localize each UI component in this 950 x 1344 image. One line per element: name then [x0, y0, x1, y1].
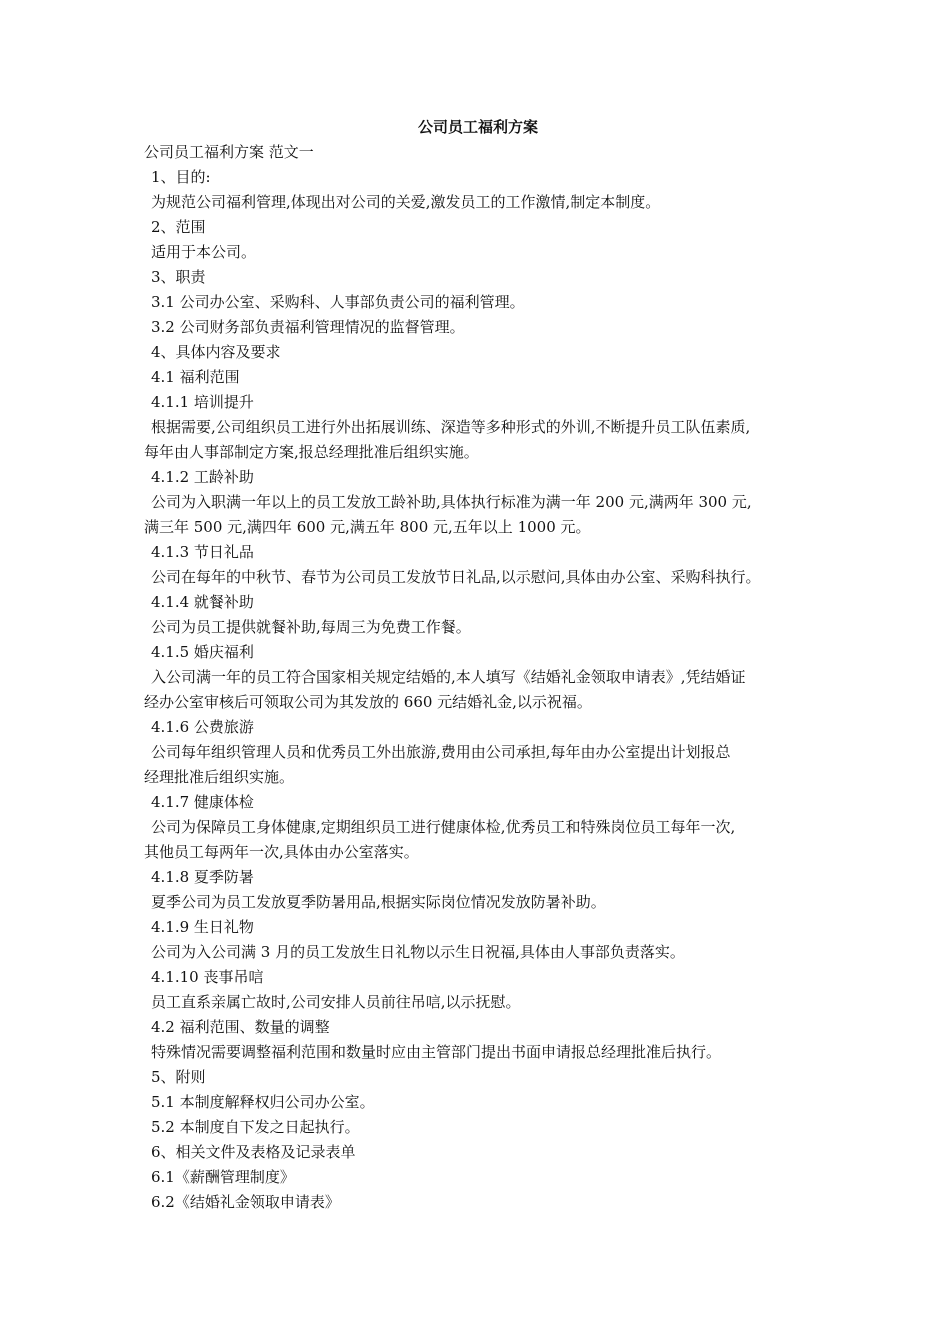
document-line: 5、附则	[151, 1068, 206, 1086]
document-line: 4.1.7 健康体检	[151, 793, 254, 811]
document-line: 6.2《结婚礼金领取申请表》	[151, 1193, 340, 1211]
document-line: 公司每年组织管理人员和优秀员工外出旅游,费用由公司承担,每年由办公室提出计划报总	[151, 743, 731, 761]
document-line: 经办公室审核后可领取公司为其发放的 660 元结婚礼金,以示祝福。	[144, 693, 592, 711]
document-line: 4.1.2 工龄补助	[151, 468, 254, 486]
document-line: 4.1 福利范围	[151, 368, 240, 386]
document-line: 5.1 本制度解释权归公司办公室。	[151, 1093, 375, 1111]
document-line: 6、相关文件及表格及记录表单	[151, 1143, 356, 1161]
document-line: 4.1.9 生日礼物	[151, 918, 254, 936]
document-body	[144, 140, 812, 1215]
document-line: 满三年 500 元,满四年 600 元,满五年 800 元,五年以上 1000 元。	[144, 518, 591, 536]
document-line: 为规范公司福利管理,体现出对公司的关爱,激发员工的工作激情,制定本制度。	[151, 193, 661, 211]
document-line: 员工直系亲属亡故时,公司安排人员前往吊唁,以示抚慰。	[151, 993, 521, 1011]
document-line: 经理批准后组织实施。	[144, 768, 295, 786]
document-line: 3、职责	[151, 268, 206, 286]
document-line: 4.1.8 夏季防暑	[151, 868, 254, 886]
document-line: 每年由人事部制定方案,报总经理批准后组织实施。	[144, 443, 479, 461]
document-line: 4.1.6 公费旅游	[151, 718, 254, 736]
document-line: 公司为入公司满 3 月的员工发放生日礼物以示生日祝福,具体由人事部负责落实。	[151, 943, 685, 961]
document-line: 3.2 公司财务部负责福利管理情况的监督管理。	[151, 318, 465, 336]
document-line: 公司为员工提供就餐补助,每周三为免费工作餐。	[151, 618, 471, 636]
document-line: 其他员工每两年一次,具体由办公室落实。	[144, 843, 419, 861]
document-line: 4.1.5 婚庆福利	[151, 643, 254, 661]
document-line: 4.1.4 就餐补助	[151, 593, 254, 611]
document-line: 4.1.10 丧事吊唁	[151, 968, 264, 986]
document-line: 公司为保障员工身体健康,定期组织员工进行健康体检,优秀员工和特殊岗位员工每年一次,	[151, 818, 736, 836]
document-line: 特殊情况需要调整福利范围和数量时应由主管部门提出书面申请报总经理批准后执行。	[151, 1043, 722, 1061]
document-title: 公司员工福利方案	[417, 118, 538, 136]
document-line: 2、范围	[151, 218, 206, 236]
document-line: 公司为入职满一年以上的员工发放工龄补助,具体执行标准为满一年 200 元,满两年 300 元,	[151, 493, 752, 511]
document-line: 夏季公司为员工发放夏季防暑用品,根据实际岗位情况发放防暑补助。	[151, 893, 606, 911]
document-line: 5.2 本制度自下发之日起执行。	[151, 1118, 360, 1136]
document-line: 适用于本公司。	[151, 243, 257, 261]
document-line: 入公司满一年的员工符合国家相关规定结婚的,本人填写《结婚礼金领取申请表》,凭结婚证	[151, 668, 746, 686]
document-line: 根据需要,公司组织员工进行外出拓展训练、深造等多种形式的外训,不断提升员工队伍素质,	[151, 418, 751, 436]
document-line: 6.1《薪酬管理制度》	[151, 1168, 295, 1186]
document-page	[144, 114, 812, 1215]
document-line: 4.1.3 节日礼品	[151, 543, 254, 561]
document-line: 公司在每年的中秋节、春节为公司员工发放节日礼品,以示慰问,具体由办公室、采购科执行。	[151, 568, 761, 586]
document-line: 公司员工福利方案 范文一	[144, 143, 314, 161]
document-line: 4.2 福利范围、数量的调整	[151, 1018, 330, 1036]
document-line: 4、具体内容及要求	[151, 343, 281, 361]
document-line: 1、目的:	[151, 168, 211, 186]
document-line: 3.1 公司办公室、采购科、人事部负责公司的福利管理。	[151, 293, 525, 311]
document-line: 4.1.1 培训提升	[151, 393, 254, 411]
